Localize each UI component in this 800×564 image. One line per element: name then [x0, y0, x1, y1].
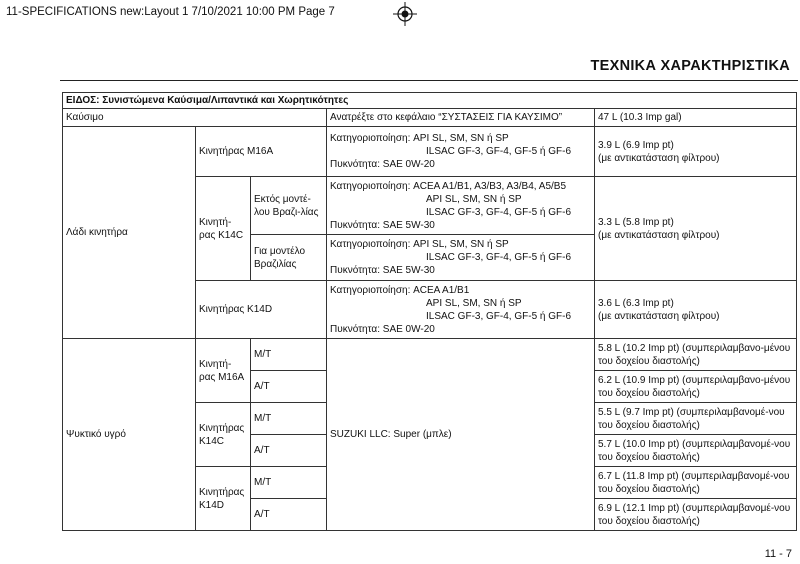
oil-k14c-nonbrazil-spec: Κατηγοριοποίηση: ACEA A1/B1, A3/B3, A3/B4, A5/B5 API SL, SM, SN ή SP ILSAC GF-3, GF-4, GF-5 ή GF-6 Πυκνότητα: SAE 5W-30 — [327, 177, 595, 235]
page-number: 11 - 7 — [764, 548, 792, 560]
oil-m16a-row — [63, 127, 797, 177]
coolant-m16a-engine: Κινητή-ρας M16A — [196, 339, 251, 403]
print-header — [0, 0, 800, 26]
registration-mark-icon — [393, 2, 417, 26]
coolant-k14c-engine: Κινητήρας K14C — [196, 403, 251, 467]
oil-k14c-capacity: 3.3 L (5.8 Imp pt) (με αντικατάσταση φίλτρου) — [595, 177, 797, 281]
coolant-m16a-mt-row — [63, 339, 797, 371]
coolant-label: Ψυκτικό υγρό — [63, 339, 196, 531]
coolant-spec: SUZUKI LLC: Super (μπλε) — [327, 339, 595, 531]
fuel-label: Καύσιμο — [63, 109, 327, 127]
fuel-row — [63, 109, 797, 127]
oil-m16a-capacity: 3.9 L (6.9 Imp pt) (με αντικατάσταση φίλτρου) — [595, 127, 797, 177]
coolant-k14c-mt-capacity: 5.5 L (9.7 Imp pt) (συμπεριλαμβανομέ-νου του δοχείου διαστολής) — [595, 403, 797, 435]
table-heading: ΕΙΔΟΣ: Συνιστώμενα Καύσιμα/Λιπαντικά και Χωρητικότητες — [63, 93, 797, 109]
fuel-capacity: 47 L (10.3 Imp gal) — [595, 109, 797, 127]
coolant-k14c-at: A/T — [251, 435, 327, 467]
oil-k14c-brazil-spec: Κατηγοριοποίηση: API SL, SM, SN ή SP ILSAC GF-3, GF-4, GF-5 ή GF-6 Πυκνότητα: SAE 5W-30 — [327, 235, 595, 281]
table-heading-row — [63, 93, 797, 109]
oil-k14d-spec: Κατηγοριοποίηση: ACEA A1/B1 API SL, SM, SN ή SP ILSAC GF-3, GF-4, GF-5 ή GF-6 Πυκνότητα: SAE 0W-20 — [327, 281, 595, 339]
coolant-m16a-at: A/T — [251, 371, 327, 403]
coolant-k14d-at: A/T — [251, 499, 327, 531]
coolant-m16a-at-capacity: 6.2 L (10.9 Imp pt) (συμπεριλαμβανο-μένου του δοχείου διαστολής) — [595, 371, 797, 403]
coolant-m16a-mt-capacity: 5.8 L (10.2 Imp pt) (συμπεριλαμβανο-μένου του δοχείου διαστολής) — [595, 339, 797, 371]
section-title: ΤΕΧΝΙΚΑ ΧΑΡΑΚΤΗΡΙΣΤΙΚΑ — [590, 58, 790, 74]
fuel-spec: Ανατρέξτε στο κεφάλαιο “ΣΥΣΤΑΣΕΙΣ ΓΙΑ ΚΑΥΣΙΜΟ” — [327, 109, 595, 127]
coolant-k14c-at-capacity: 5.7 L (10.0 Imp pt) (συμπεριλαμβανομέ-νου του δοχείου διαστολής) — [595, 435, 797, 467]
coolant-m16a-mt: M/T — [251, 339, 327, 371]
oil-k14d-capacity: 3.6 L (6.3 Imp pt) (με αντικατάσταση φίλτρου) — [595, 281, 797, 339]
coolant-k14d-mt-capacity: 6.7 L (11.8 Imp pt) (συμπεριλαμβανομέ-νου του δοχείου διαστολής) — [595, 467, 797, 499]
specifications-table — [62, 92, 797, 531]
oil-m16a-engine: Κινητήρας M16A — [196, 127, 327, 177]
oil-m16a-spec: Κατηγοριοποίηση: API SL, SM, SN ή SP ILSAC GF-3, GF-4, GF-5 ή GF-6 Πυκνότητα: SAE 0W-20 — [327, 127, 595, 177]
print-slug: 11-SPECIFICATIONS new:Layout 1 7/10/2021 10:00 PM Page 7 — [6, 6, 335, 18]
oil-k14c-engine: Κινητή-ρας K14C — [196, 177, 251, 281]
oil-k14d-engine: Κινητήρας K14D — [196, 281, 327, 339]
oil-k14c-brazil-model: Για μοντέλο Βραζιλίας — [251, 235, 327, 281]
coolant-k14d-at-capacity: 6.9 L (12.1 Imp pt) (συμπεριλαμβανομέ-νου του δοχείου διαστολής) — [595, 499, 797, 531]
oil-k14c-nonbrazil-model: Εκτός μοντέ-λου Βραζι-λίας — [251, 177, 327, 235]
coolant-k14d-mt: M/T — [251, 467, 327, 499]
oil-label: Λάδι κινητήρα — [63, 127, 196, 339]
coolant-k14d-engine: Κινητήρας K14D — [196, 467, 251, 531]
title-rule — [60, 80, 798, 81]
coolant-k14c-mt: M/T — [251, 403, 327, 435]
